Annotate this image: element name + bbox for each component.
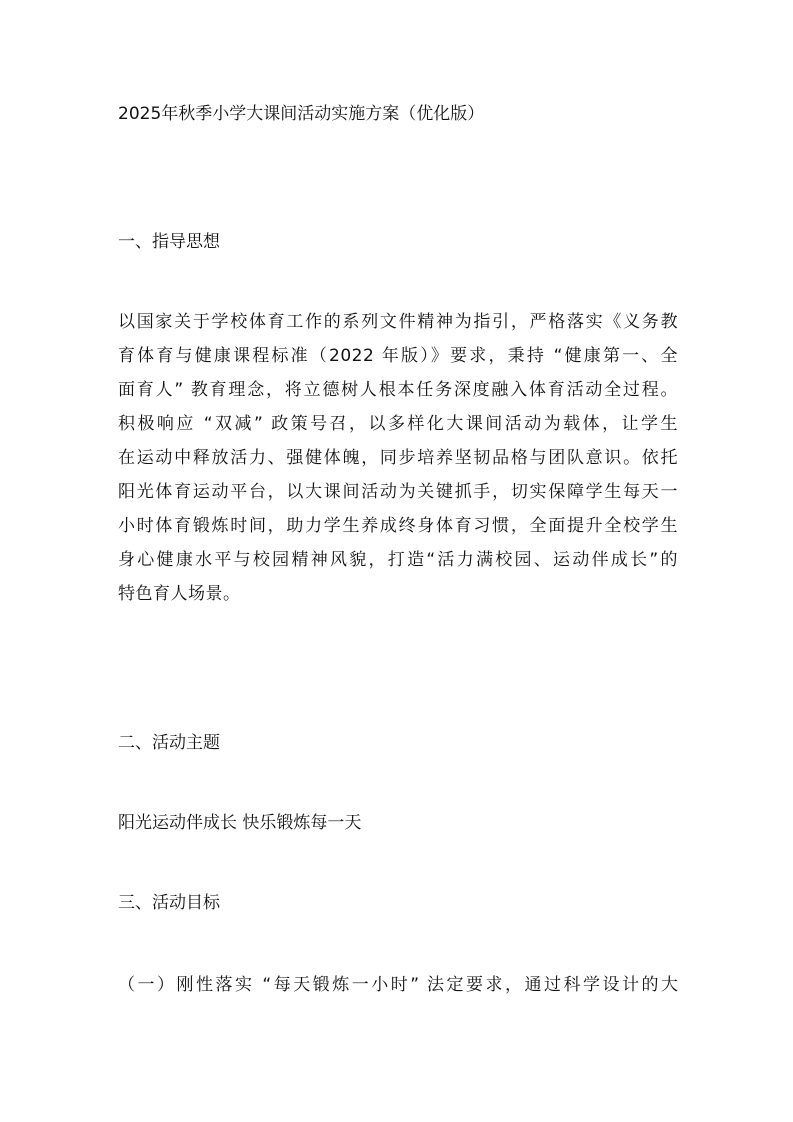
paragraph-line: 积极响应 “双减” 政策号召，以多样化大课间活动为载体，让学生 xyxy=(118,414,678,434)
paragraph-line: 在运动中释放活力、强健体魄，同步培养坚韧品格与团队意识。依托 xyxy=(118,448,678,468)
section-heading-guiding-ideology: 一、指导思想 xyxy=(118,232,220,252)
activity-goal-item: （一）刚性落实 “每天锻炼一小时” 法定要求，通过科学设计的大 xyxy=(118,975,678,995)
paragraph-line: 面育人” 教育理念，将立德树人根本任务深度融入体育活动全过程。 xyxy=(118,380,678,400)
document-title: 2025年秋季小学大课间活动实施方案（优化版） xyxy=(118,104,485,124)
paragraph-line: 以国家关于学校体育工作的系列文件精神为指引，严格落实《义务教 xyxy=(118,312,678,332)
paragraph-line: 特色育人场景。 xyxy=(118,584,241,604)
section-heading-activity-goals: 三、活动目标 xyxy=(118,893,220,913)
paragraph-line: 阳光体育运动平台，以大课间活动为关键抓手，切实保障学生每天一 xyxy=(118,482,678,502)
paragraph-line: 小时体育锻炼时间，助力学生养成终身体育习惯，全面提升全校学生 xyxy=(118,516,678,536)
section-heading-activity-theme: 二、活动主题 xyxy=(118,733,220,753)
activity-theme-text: 阳光运动伴成长 快乐锻炼每一天 xyxy=(118,813,362,833)
paragraph-line: 身心健康水平与校园精神风貌，打造“活力满校园、运动伴成长”的 xyxy=(118,550,678,570)
paragraph-line: 育体育与健康课程标准（2022 年版）》要求，秉持 “健康第一、全 xyxy=(118,346,678,366)
guiding-ideology-paragraph xyxy=(118,305,678,611)
